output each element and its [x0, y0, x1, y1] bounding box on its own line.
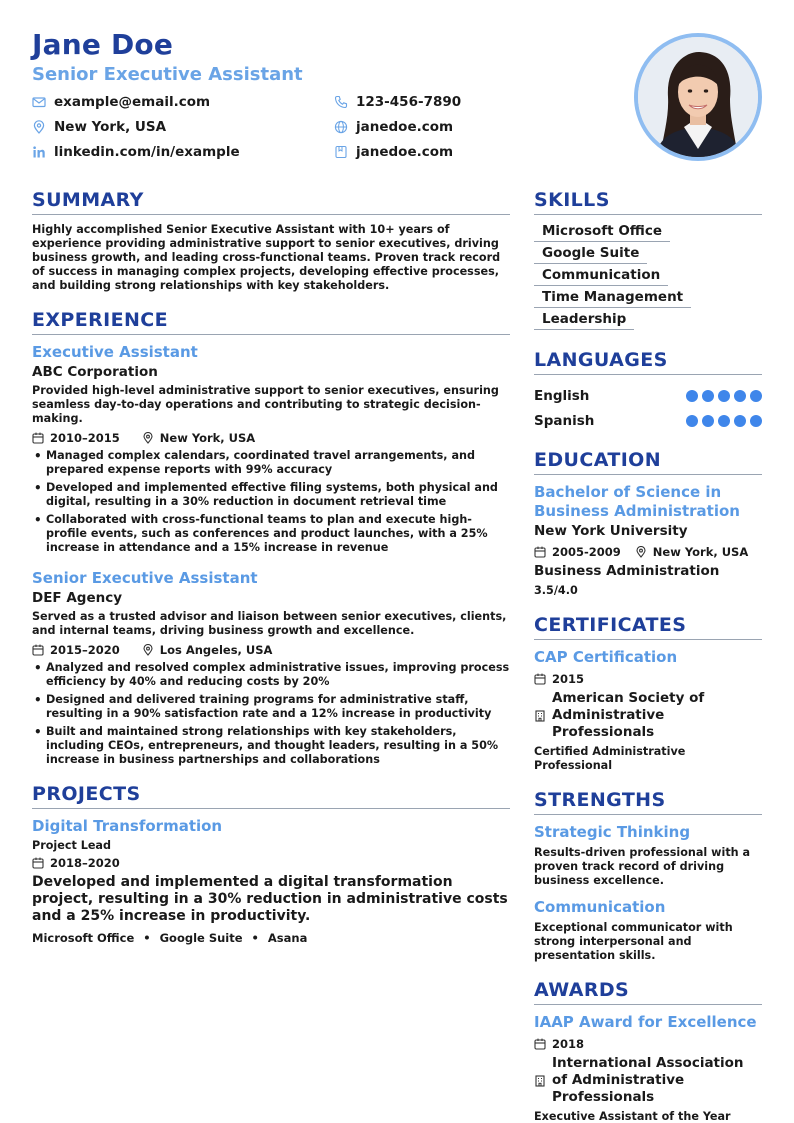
language-row	[534, 408, 762, 433]
bullet-item: • Managed complex calendars, coordinated travel arrangements, and prepared expense reports with 99% accuracy	[32, 449, 510, 477]
profile-photo	[634, 33, 762, 161]
email-text: example@email.com	[54, 94, 211, 111]
certificate-meta	[534, 672, 762, 686]
strength-title: Communication	[534, 898, 666, 916]
summary-text: Highly accomplished Senior Executive Assistant with 10+ years of experience providing administrative support to senior executives, driving business growth, and leading cross-functional teams. Proven track record of success in managing complex projects, developing effective processes, and building strong relationships with key stakeholders.	[32, 223, 501, 292]
experience-heading: EXPERIENCE	[32, 309, 510, 335]
language-name: English	[534, 387, 590, 404]
calendar-icon	[534, 546, 546, 558]
level-dot	[734, 415, 746, 427]
building-icon	[534, 1075, 546, 1087]
level-dot	[718, 415, 730, 427]
education-section	[534, 449, 762, 598]
project-role: Project Lead	[32, 839, 111, 852]
skills-section	[534, 189, 762, 333]
email-icon	[32, 95, 46, 109]
skill-item: Microsoft Office	[534, 223, 670, 242]
skill-item: Google Suite	[534, 245, 647, 264]
job-meta	[32, 643, 510, 657]
certificates-heading: CERTIFICATES	[534, 614, 762, 640]
education-school: New York University	[534, 523, 688, 539]
skill-item: Communication	[534, 267, 668, 286]
education-location: New York, USA	[652, 545, 749, 559]
level-dot	[686, 415, 698, 427]
education-heading: EDUCATION	[534, 449, 762, 475]
strength-text: Results-driven professional with a proven track record of driving business excellence.	[534, 846, 751, 887]
education-meta	[534, 545, 762, 559]
project-tools: Microsoft Office • Google Suite • Asana	[32, 931, 308, 945]
location-pin-icon	[142, 432, 154, 444]
candidate-name: Jane Doe	[32, 28, 174, 61]
award-issuer-row	[534, 1055, 762, 1106]
location-text: New York, USA	[54, 119, 167, 136]
strength-text: Exceptional communicator with strong interpersonal and presentation skills.	[534, 921, 733, 962]
education-field: Business Administration	[534, 563, 720, 579]
project-description: Developed and implemented a digital transformation project, resulting in a 30% reduction in administrative costs and a 25% increase in productivity.	[32, 874, 508, 924]
job-dates: 2010–2015	[50, 431, 120, 445]
project-dates: 2018–2020	[50, 856, 120, 870]
portfolio-icon	[334, 145, 348, 159]
certificates-section	[534, 614, 762, 773]
job-location: Los Angeles, USA	[159, 643, 273, 657]
language-level-dots	[682, 415, 762, 427]
bullet-item: • Designed and delivered training programs for administrative staff, resulting in a 90% satisfaction rate and a 12% increase in productivity	[32, 693, 510, 721]
calendar-icon	[534, 673, 546, 685]
level-dot	[750, 390, 762, 402]
level-dot	[702, 415, 714, 427]
bullet-item: • Developed and implemented effective filing systems, both physical and digital, resulting in a 30% reduction in document retrieval time	[32, 481, 510, 509]
level-dot	[750, 415, 762, 427]
job-description: Served as a trusted advisor and liaison between senior executives, clients, and internal teams, driving business growth and excellence.	[32, 610, 507, 637]
contact-email[interactable]	[32, 93, 334, 112]
projects-section	[32, 783, 510, 945]
level-dot	[718, 390, 730, 402]
experience-section	[32, 309, 510, 767]
experience-item	[32, 569, 510, 767]
location-pin-icon	[142, 644, 154, 656]
right-column	[534, 189, 762, 1123]
award-name: IAAP Award for Excellence	[534, 1013, 757, 1031]
certificate-year: 2015	[552, 672, 585, 686]
job-role: Executive Assistant	[32, 343, 198, 361]
globe-icon	[334, 120, 348, 134]
education-degree: Bachelor of Science in Business Administration	[534, 483, 740, 520]
contact-linkedin[interactable]	[32, 143, 334, 162]
building-icon	[534, 710, 546, 722]
education-dates: 2005-2009	[552, 545, 621, 559]
experience-item	[32, 343, 510, 555]
languages-section	[534, 349, 762, 433]
job-meta	[32, 431, 510, 445]
resume-columns	[32, 189, 762, 1123]
award-issuer: International Association of Administrative Professionals	[552, 1055, 744, 1105]
strengths-heading: STRENGTHS	[534, 789, 762, 815]
job-description: Provided high-level administrative support to senior executives, ensuring seamless day-to-day operations and contributing to strategic decision-making.	[32, 384, 499, 425]
project-tool: Asana	[267, 931, 308, 945]
language-row	[534, 383, 762, 408]
level-dot	[686, 390, 698, 402]
level-dot	[702, 390, 714, 402]
project-tool: Google Suite	[159, 931, 243, 945]
languages-heading: LANGUAGES	[534, 349, 762, 375]
location-pin-icon	[32, 120, 46, 134]
summary-heading: SUMMARY	[32, 189, 510, 215]
linkedin-text: linkedin.com/in/example	[54, 144, 240, 161]
certificate-issuer-row	[534, 690, 762, 741]
level-dot	[734, 390, 746, 402]
projects-heading: PROJECTS	[32, 783, 510, 809]
certificate-name: CAP Certification	[534, 648, 678, 666]
linkedin-icon	[32, 145, 46, 159]
phone-text: 123-456-7890	[356, 94, 462, 111]
candidate-title: Senior Executive Assistant	[32, 63, 303, 85]
contact-portfolio[interactable]	[334, 143, 594, 162]
strength-title: Strategic Thinking	[534, 823, 691, 841]
language-level-dots	[682, 390, 762, 402]
calendar-icon	[534, 1038, 546, 1050]
strengths-section	[534, 789, 762, 963]
contact-location	[32, 118, 334, 137]
skills-heading: SKILLS	[534, 189, 762, 215]
certificate-note: Certified Administrative Professional	[534, 745, 686, 772]
awards-heading: AWARDS	[534, 979, 762, 1005]
certificate-issuer: American Society of Administrative Professionals	[552, 690, 705, 740]
job-bullets	[32, 661, 510, 767]
award-meta	[534, 1037, 762, 1051]
project-name: Digital Transformation	[32, 817, 223, 835]
summary-section	[32, 189, 510, 293]
skills-list	[534, 223, 762, 333]
job-dates: 2015–2020	[50, 643, 120, 657]
job-role: Senior Executive Assistant	[32, 569, 258, 587]
bullet-item: • Analyzed and resolved complex administrative issues, improving process efficiency by 40% and reducing costs by 20%	[32, 661, 510, 689]
skill-item: Time Management	[534, 289, 691, 308]
contact-website[interactable]	[334, 118, 594, 137]
website-text: janedoe.com	[356, 119, 454, 136]
project-tool: Microsoft Office	[32, 931, 135, 945]
left-column	[32, 189, 510, 1123]
job-location: New York, USA	[159, 431, 256, 445]
calendar-icon	[32, 432, 44, 444]
contact-phone[interactable]	[334, 93, 594, 112]
award-note: Executive Assistant of the Year	[534, 1110, 731, 1123]
calendar-icon	[32, 857, 44, 869]
skill-item: Leadership	[534, 311, 634, 330]
education-gpa: 3.5/4.0	[534, 584, 578, 597]
profile-portrait-avatar	[638, 37, 758, 157]
portfolio-text: janedoe.com	[356, 144, 454, 161]
calendar-icon	[32, 644, 44, 656]
language-name: Spanish	[534, 412, 595, 429]
bullet-item: • Collaborated with cross-functional teams to plan and execute high-profile events, such as conferences and product launches, with a 25% increase in attendance and a 15% increase in revenue	[32, 513, 510, 555]
awards-section	[534, 979, 762, 1123]
job-bullets	[32, 449, 510, 555]
project-meta	[32, 856, 510, 870]
award-year: 2018	[552, 1037, 585, 1051]
location-pin-icon	[635, 546, 647, 558]
job-company: ABC Corporation	[32, 364, 158, 380]
phone-icon	[334, 95, 348, 109]
job-company: DEF Agency	[32, 590, 123, 606]
bullet-item: • Built and maintained strong relationships with key stakeholders, including CEOs, entrepreneurs, and thought leaders, resulting in a 50% increase in business partnerships and collaborations	[32, 725, 510, 767]
